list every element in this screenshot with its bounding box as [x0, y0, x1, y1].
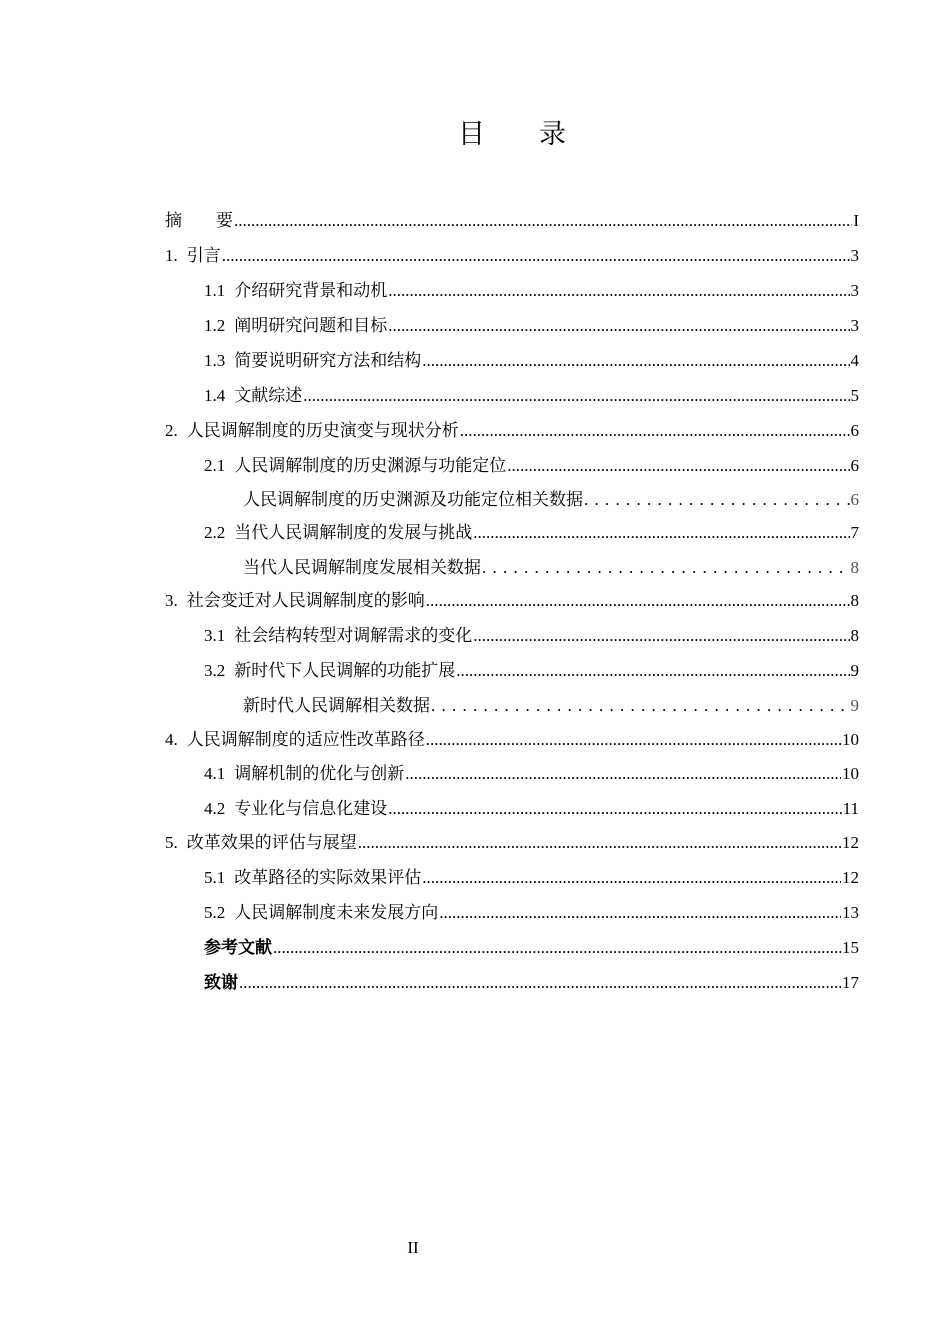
toc-label: 阐明研究问题和目标 — [234, 316, 388, 335]
toc-label: 文献综述 — [234, 386, 303, 405]
toc-entry-4[interactable] — [165, 728, 859, 752]
toc-page: 6 — [850, 456, 859, 475]
toc-number: 1.4 — [204, 386, 226, 405]
toc-page: 12 — [842, 833, 859, 852]
toc-leader — [405, 762, 841, 786]
toc-entry-acknowledgements[interactable] — [204, 971, 859, 995]
toc-leader — [234, 209, 852, 233]
toc-number: 4.2 — [204, 799, 226, 818]
toc-page: 5 — [850, 386, 859, 405]
toc-leader — [584, 488, 850, 512]
toc-leader — [482, 556, 850, 580]
toc-entry-2-1-data[interactable] — [243, 488, 859, 512]
toc-label: 新时代下人民调解的功能扩展 — [234, 661, 456, 680]
toc-label: 人民调解制度的历史渊源与功能定位 — [234, 456, 507, 475]
toc-page: 13 — [842, 903, 859, 922]
toc-number: 4.1 — [204, 764, 226, 783]
toc-number: 1.2 — [204, 316, 226, 335]
toc-number: 2. — [165, 421, 178, 440]
toc-entry-3-2[interactable] — [204, 659, 859, 683]
toc-leader — [473, 521, 849, 545]
toc-entry-2-1[interactable] — [204, 454, 859, 478]
toc-number: 5.1 — [204, 868, 226, 887]
toc-leader — [507, 454, 849, 478]
toc-leader — [422, 349, 849, 373]
toc-label: 介绍研究背景和动机 — [234, 281, 388, 300]
toc-leader — [456, 659, 849, 683]
toc-entry-2-2[interactable] — [204, 521, 859, 545]
toc-label: 当代人民调解制度发展相关数据 — [243, 558, 481, 577]
toc-leader — [358, 831, 841, 855]
toc-entry-5-2[interactable] — [204, 901, 859, 925]
toc-page: 9 — [850, 696, 859, 715]
toc-entry-2-2-data[interactable] — [243, 556, 859, 580]
toc-entry-1-2[interactable] — [204, 314, 859, 338]
toc-entry-5[interactable] — [165, 831, 859, 855]
toc-number: 2.1 — [204, 456, 226, 475]
toc-page: 4 — [850, 351, 859, 370]
toc-leader — [273, 936, 841, 960]
toc-leader — [422, 866, 841, 890]
toc-page: 6 — [850, 421, 859, 440]
toc-number: 3.1 — [204, 626, 226, 645]
toc-entry-2[interactable] — [165, 419, 859, 443]
toc-leader — [303, 384, 849, 408]
toc-number: 2.2 — [204, 523, 226, 542]
toc-entry-1-3[interactable] — [204, 349, 859, 373]
toc-label: 简要说明研究方法和结构 — [234, 351, 422, 370]
toc-page: 10 — [842, 730, 859, 749]
toc-page: 8 — [850, 558, 859, 577]
toc-label: 改革路径的实际效果评估 — [234, 868, 422, 887]
toc-label: 人民调解制度的适应性改革路径 — [186, 730, 425, 749]
toc-page: 9 — [850, 661, 859, 680]
toc-number: 5. — [165, 833, 178, 852]
toc-entry-1[interactable] — [165, 244, 859, 268]
toc-label: 当代人民调解制度的发展与挑战 — [234, 523, 473, 542]
toc-page: 3 — [850, 316, 859, 335]
toc-leader — [426, 728, 841, 752]
toc-leader — [473, 624, 849, 648]
toc-label: 新时代人民调解相关数据 — [243, 696, 430, 715]
toc-leader — [426, 589, 850, 613]
toc-label: 人民调解制度的历史渊源及功能定位相关数据 — [243, 490, 583, 509]
toc-label: 社会结构转型对调解需求的变化 — [234, 626, 473, 645]
toc-leader — [431, 694, 850, 718]
toc-number: 1.3 — [204, 351, 226, 370]
toc-label: 参考文献 — [204, 938, 272, 958]
toc-label: 引言 — [186, 246, 221, 265]
toc-entry-4-2[interactable] — [204, 797, 859, 821]
toc-number: 1.1 — [204, 281, 226, 300]
toc-label: 改革效果的评估与展望 — [186, 833, 357, 852]
toc-entry-5-1[interactable] — [204, 866, 859, 890]
toc-number: 4. — [165, 730, 178, 749]
toc-entry-references[interactable] — [204, 936, 859, 960]
toc-label: 专业化与信息化建设 — [234, 799, 388, 818]
toc-label: 摘 要 — [165, 211, 233, 230]
toc-entry-1-4[interactable] — [204, 384, 859, 408]
toc-page: 3 — [850, 281, 859, 300]
page-number-footer: II — [407, 1238, 419, 1257]
toc-page: I — [853, 211, 859, 230]
toc-number: 1. — [165, 246, 178, 265]
title-char-2: 录 — [539, 119, 566, 150]
toc-entry-3-2-data[interactable] — [243, 694, 859, 718]
toc-leader — [388, 279, 849, 303]
toc-entry-1-1[interactable] — [204, 279, 859, 303]
toc-entry-3[interactable] — [165, 589, 859, 613]
toc-page: 6 — [850, 490, 859, 509]
toc-number: 5.2 — [204, 903, 226, 922]
toc-label: 调解机制的优化与创新 — [234, 764, 405, 783]
toc-entry-4-1[interactable] — [204, 762, 859, 786]
toc-page: 17 — [842, 973, 859, 992]
toc-page: 15 — [842, 938, 859, 957]
toc-page: 10 — [842, 764, 859, 783]
toc-number: 3.2 — [204, 661, 226, 680]
toc-label: 致谢 — [204, 973, 238, 993]
toc-number: 3. — [165, 591, 178, 610]
toc-leader — [388, 797, 841, 821]
page-title — [0, 112, 950, 151]
toc-page: 8 — [850, 626, 859, 645]
title-char-1: 目 — [458, 119, 485, 150]
toc-entry-3-1[interactable] — [204, 624, 859, 648]
toc-label: 人民调解制度的历史演变与现状分析 — [186, 421, 459, 440]
toc-leader — [388, 314, 849, 338]
toc-leader — [222, 244, 850, 268]
toc-label: 人民调解制度未来发展方向 — [234, 903, 439, 922]
toc-leader — [439, 901, 841, 925]
toc-page: 7 — [850, 523, 859, 542]
toc-page: 3 — [850, 246, 859, 265]
toc-label: 社会变迁对人民调解制度的影响 — [186, 591, 425, 610]
toc-page: 11 — [842, 799, 859, 818]
toc-page: 12 — [842, 868, 859, 887]
toc-leader — [239, 971, 841, 995]
toc-entry-abstract[interactable] — [165, 209, 859, 233]
toc-page: 8 — [850, 591, 859, 610]
toc-leader — [460, 419, 850, 443]
